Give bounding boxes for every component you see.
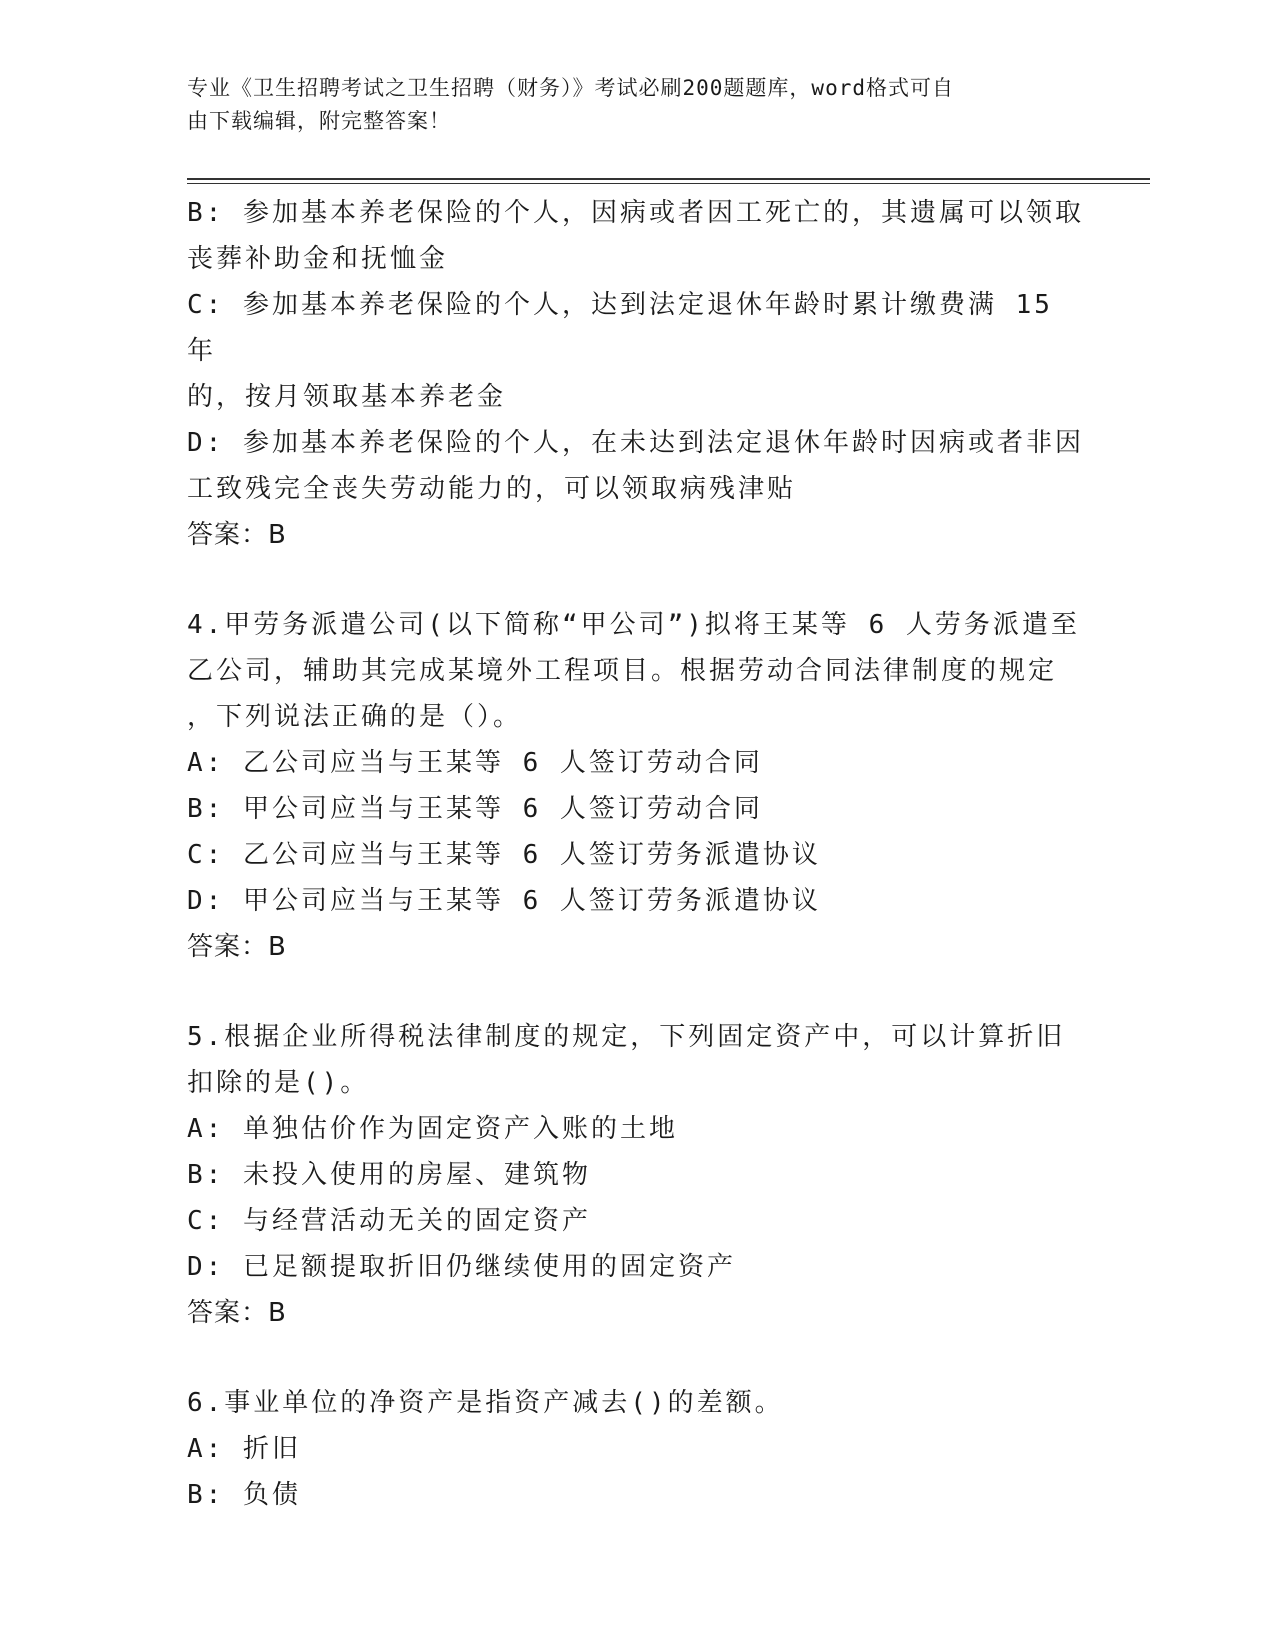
spacer [187,1336,1087,1380]
option-c: C: 与经营活动无关的固定资产 [187,1206,591,1236]
spacer [187,970,1087,1014]
question-stem-line-1: 6.事业单位的净资产是指资产减去()的差额。 [187,1388,784,1418]
spacer [187,558,1087,602]
question-list [187,190,1087,1518]
document-header [187,72,1067,138]
option-b-line-1: B: 参加基本养老保险的个人，因病或者因工死亡的，其遗属可以领取 [187,198,1084,228]
question-3 [187,190,1087,558]
answer-line: 答案：B [187,520,287,550]
question-stem-line-2: 扣除的是()。 [187,1068,370,1098]
option-b: B: 负债 [187,1480,301,1510]
header-line-1: 专业《卫生招聘考试之卫生招聘（财务）》考试必刷200题题库，word格式可自 [187,76,954,100]
question-5 [187,1014,1087,1336]
question-stem-line-3: ，下列说法正确的是（）。 [187,702,523,732]
header-line-2: 由下载编辑，附完整答案！ [187,109,451,133]
option-a: A: 乙公司应当与王某等 6 人签订劳动合同 [187,748,763,778]
option-b: B: 未投入使用的房屋、建筑物 [187,1160,591,1190]
option-d-line-2: 工致残完全丧失劳动能力的，可以领取病残津贴 [187,474,797,504]
answer-line: 答案：B [187,1298,287,1328]
header-rule-thick [187,178,1150,180]
option-a: A: 折旧 [187,1434,301,1464]
header-rule-thin [187,183,1150,184]
option-a: A: 单独估价作为固定资产入账的土地 [187,1114,678,1144]
question-stem-line-1: 4.甲劳务派遣公司(以下简称“甲公司”)拟将王某等 6 人劳务派遣至 [187,610,1080,640]
option-b: B: 甲公司应当与王某等 6 人签订劳动合同 [187,794,763,824]
option-c-line-1: C: 参加基本养老保险的个人，达到法定退休年龄时累计缴费满 15 年 [187,290,1072,366]
question-6 [187,1380,1087,1518]
question-stem-line-1: 5.根据企业所得税法律制度的规定，下列固定资产中，可以计算折旧 [187,1022,1066,1052]
question-stem-line-2: 乙公司，辅助其完成某境外工程项目。根据劳动合同法律制度的规定 [187,656,1058,686]
option-c: C: 乙公司应当与王某等 6 人签订劳务派遣协议 [187,840,821,870]
option-c-line-2: 的，按月领取基本养老金 [187,382,507,412]
option-d: D: 已足额提取折旧仍继续使用的固定资产 [187,1252,736,1282]
option-b-line-2: 丧葬补助金和抚恤金 [187,244,449,274]
question-4 [187,602,1087,970]
answer-line: 答案：B [187,932,287,962]
option-d: D: 甲公司应当与王某等 6 人签订劳务派遣协议 [187,886,821,916]
option-d-line-1: D: 参加基本养老保险的个人，在未达到法定退休年龄时因病或者非因 [187,428,1084,458]
